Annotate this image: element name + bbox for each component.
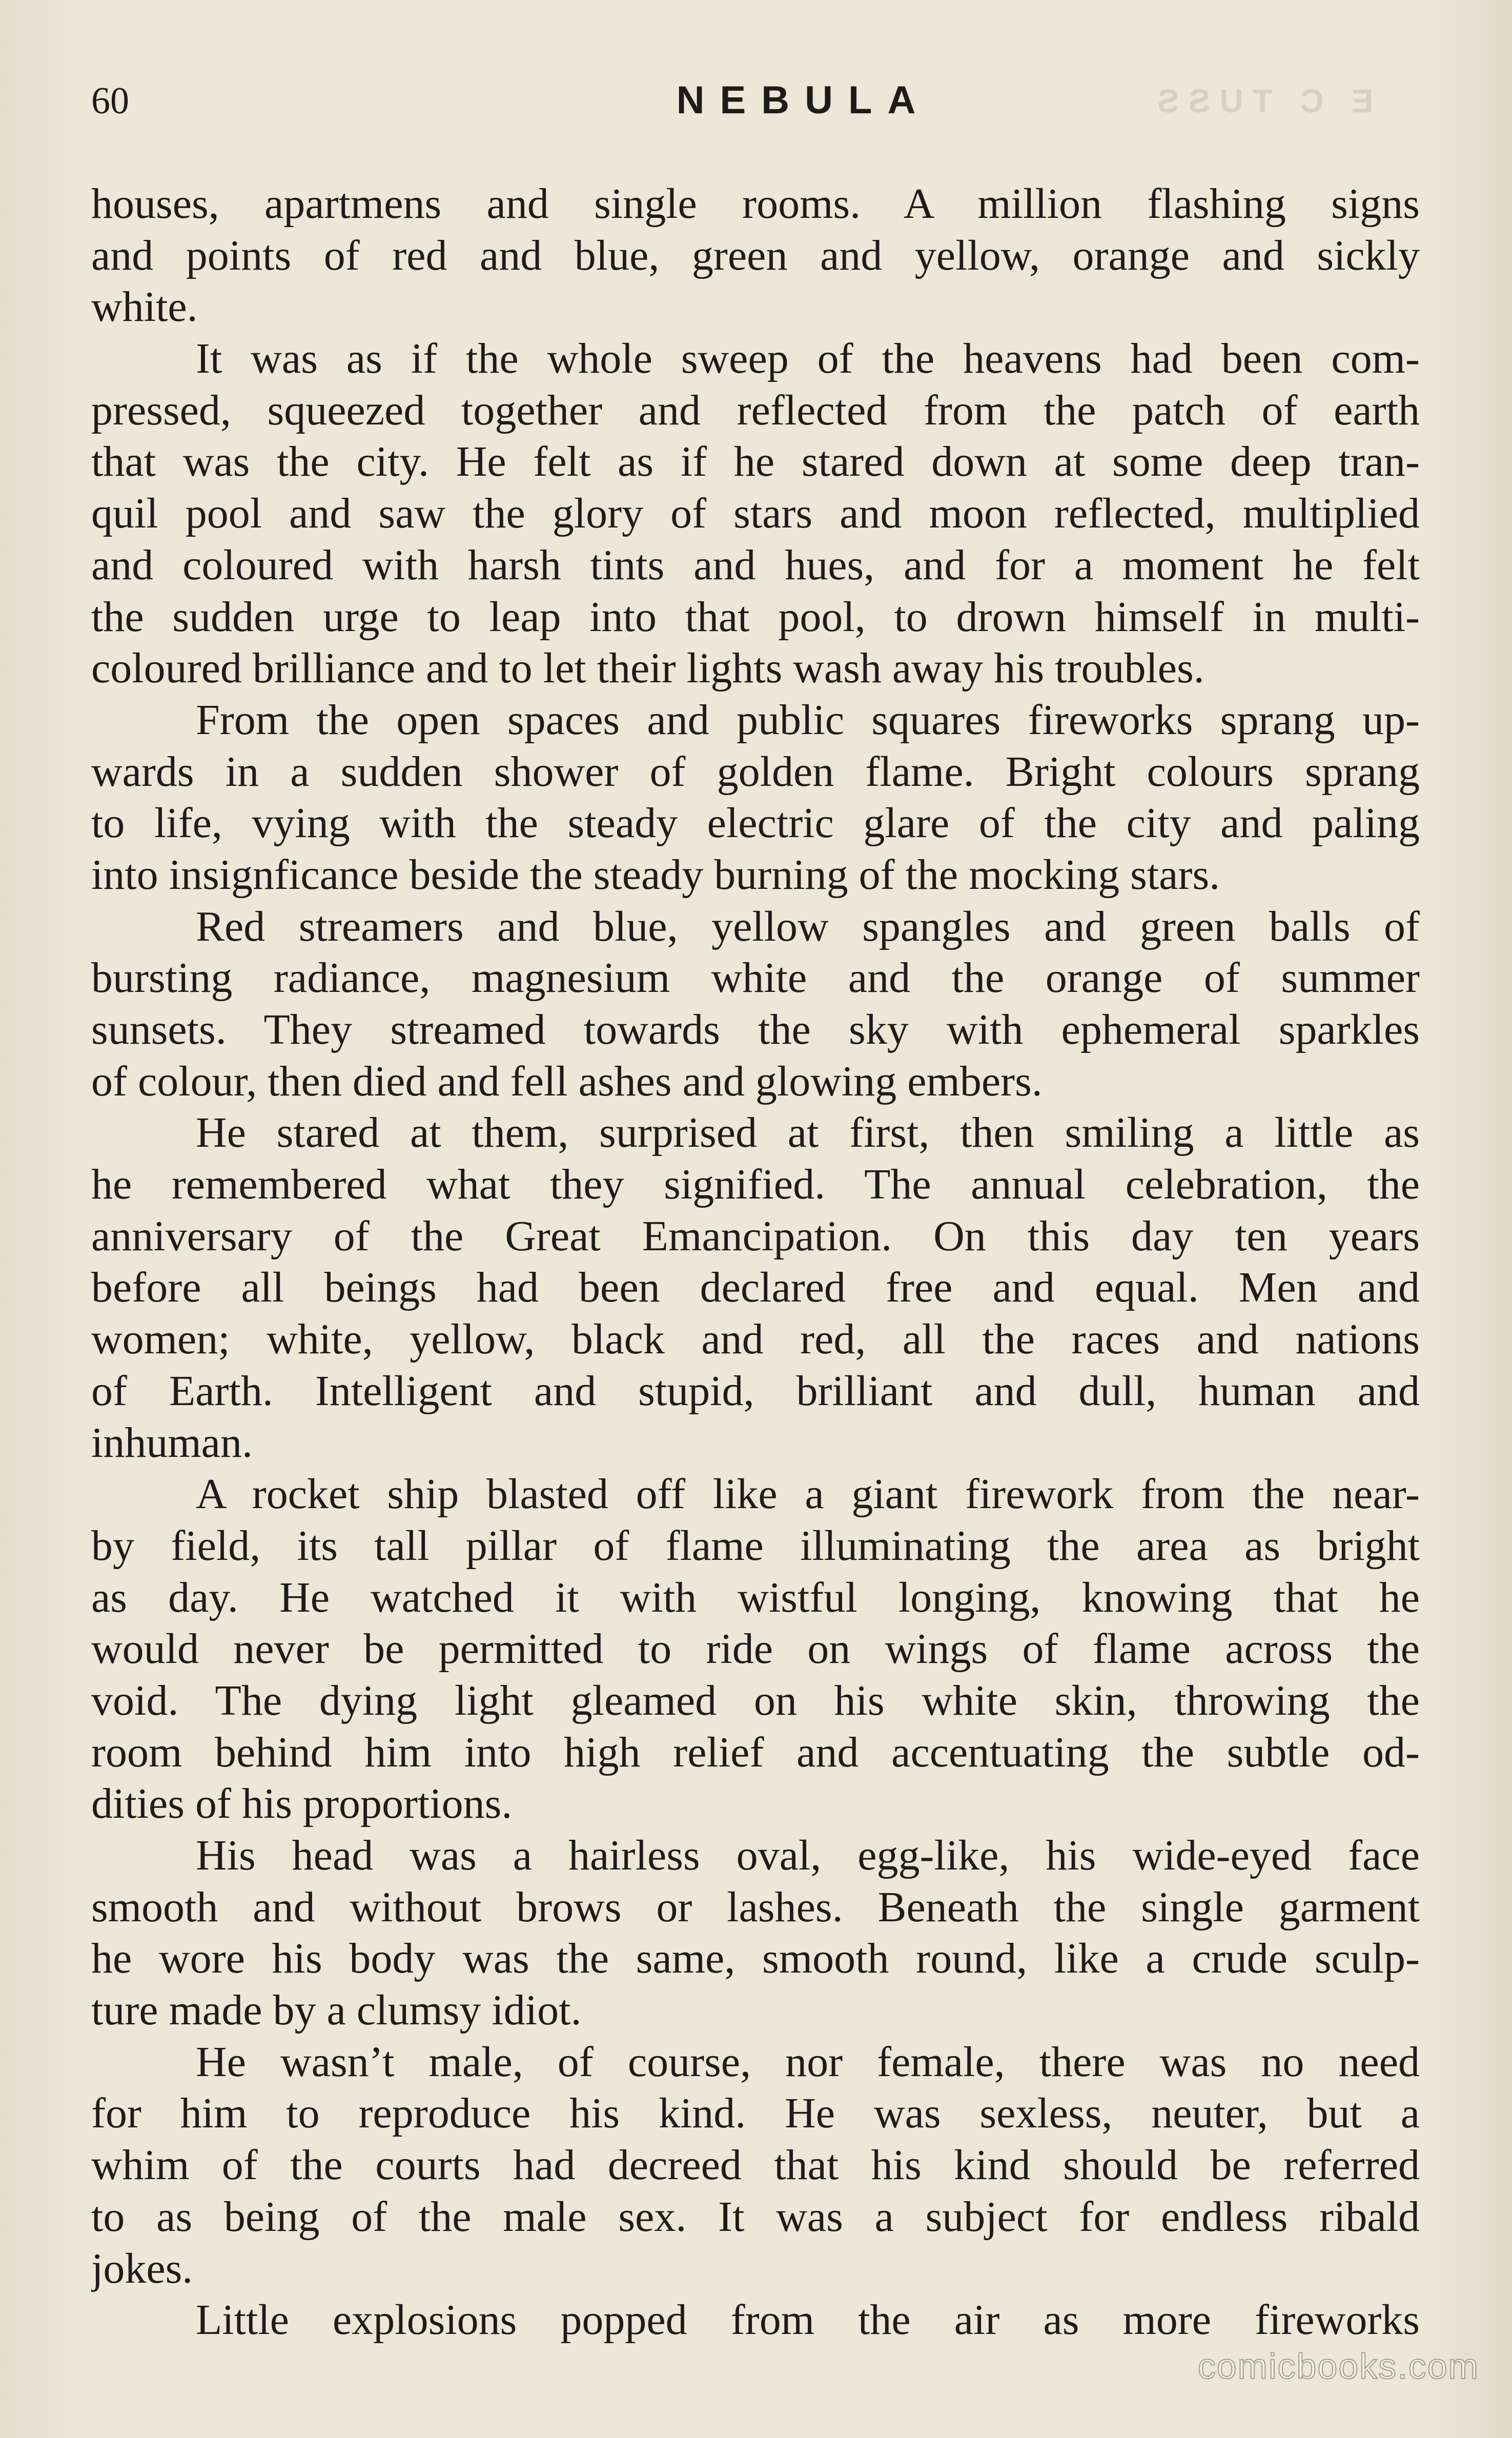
- text-line: whim of the courts had decreed that his kind should be referred: [91, 2141, 1420, 2189]
- text-line: ture made by a clumsy idiot.: [91, 1986, 582, 2035]
- text-line: A rocket ship blasted off like a giant firework from the near-: [196, 1470, 1420, 1518]
- text-line: sunsets. They streamed towards the sky with ephemeral sparkles: [91, 1006, 1420, 1053]
- text-line: before all beings had been declared free and equal. Men and: [91, 1264, 1420, 1312]
- text-line: white.: [91, 283, 198, 331]
- text-line: anniversary of the Great Emancipation. On this day ten years: [91, 1212, 1420, 1260]
- story-text: [91, 178, 1420, 2346]
- text-line: by field, its tall pillar of flame illuminating the area as bright: [91, 1521, 1420, 1570]
- text-line: he remembered what they signified. The annual celebration, the: [91, 1161, 1420, 1209]
- text-line: to life, vying with the steady electric glare of the city and paling: [91, 799, 1420, 847]
- text-line: Red streamers and blue, yellow spangles and green balls of: [196, 902, 1420, 950]
- text-line: He stared at them, surprised at first, then smiling a little as: [196, 1109, 1420, 1157]
- text-line: He wasn’t male, of course, nor female, there was no need: [196, 2038, 1420, 2086]
- text-line: women; white, yellow, black and red, all the races and nations: [91, 1315, 1420, 1364]
- text-line: the sudden urge to leap into that pool, to drown himself in multi-: [91, 593, 1420, 641]
- text-line: of colour, then died and fell ashes and glowing embers.: [91, 1057, 1043, 1105]
- text-line: houses, apartmens and single rooms. A million flashing signs: [91, 180, 1420, 228]
- text-line: for him to reproduce his kind. He was sexless, neuter, but a: [91, 2089, 1420, 2138]
- text-line: jokes.: [91, 2244, 193, 2292]
- text-line: It was as if the whole sweep of the heavens had been com-: [196, 335, 1420, 383]
- text-line: coloured brilliance and to let their lights wash away his troubles.: [91, 644, 1204, 693]
- text-line: wards in a sudden shower of golden flame. Bright colours sprang: [91, 747, 1420, 796]
- running-title: NEBULA: [676, 78, 931, 122]
- text-line: into insignficance beside the steady burning of the mocking stars.: [91, 850, 1220, 899]
- text-line: of Earth. Intelligent and stupid, brilliant and dull, human and: [91, 1367, 1420, 1415]
- text-line: From the open spaces and public squares fireworks sprang up-: [196, 696, 1420, 744]
- watermark: comicbooks.com: [1197, 2346, 1479, 2386]
- text-line: and coloured with harsh tints and hues, and for a moment he felt: [91, 541, 1420, 589]
- text-line: void. The dying light gleamed on his white skin, throwing the: [91, 1676, 1420, 1724]
- text-line: to as being of the male sex. It was a subject for endless ribald: [91, 2192, 1420, 2241]
- text-line: that was the city. He felt as if he stared down at some deep tran-: [91, 438, 1420, 486]
- text-line: Little explosions popped from the air as more fireworks: [196, 2296, 1420, 2344]
- page-number: 60: [91, 80, 129, 122]
- text-line: inhuman.: [91, 1418, 253, 1467]
- text-line: as day. He watched it with wistful longing, knowing that he: [91, 1573, 1420, 1621]
- text-line: would never be permitted to ride on wings of flame across the: [91, 1625, 1420, 1673]
- text-line: dities of his proportions.: [91, 1780, 513, 1828]
- bleed-through-text: E C TUSS: [1148, 83, 1374, 119]
- text-line: smooth and without brows or lashes. Beneath the single garment: [91, 1883, 1420, 1931]
- text-line: and points of red and blue, green and yellow, orange and sickly: [91, 231, 1420, 279]
- text-line: room behind him into high relief and accentuating the subtle od-: [91, 1728, 1420, 1776]
- text-line: quil pool and saw the glory of stars and moon reflected, multiplied: [91, 490, 1420, 538]
- text-line: His head was a hairless oval, egg-like, his wide-eyed face: [196, 1832, 1420, 1879]
- text-line: bursting radiance, magnesium white and the orange of summer: [91, 954, 1420, 1002]
- text-line: he wore his body was the same, smooth round, like a crude sculp-: [91, 1935, 1420, 1983]
- text-line: pressed, squeezed together and reflected from the patch of earth: [91, 386, 1420, 434]
